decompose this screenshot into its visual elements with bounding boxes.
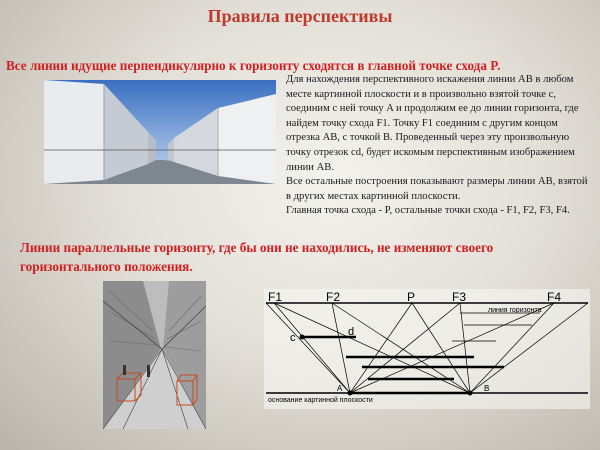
explanation-paragraph-2: Все остальные построения показывают размеры линии AB, взятой в других местах картинной плоскости. xyxy=(286,176,588,202)
label-F4: F4 xyxy=(547,290,562,304)
label-P: P xyxy=(407,290,416,304)
rule-horizontal-lines: Линии параллельные горизонту, где бы они не находились, не изменяют своего горизонтального положения. xyxy=(20,240,494,274)
label-A: A xyxy=(337,384,343,393)
label-F2: F2 xyxy=(326,290,341,304)
explanation-paragraph-3: Главная точка схода - P, остальные точки схода - F1, F2, F3, F4. xyxy=(286,205,570,217)
slide-title: Правила перспективы xyxy=(207,6,393,26)
label-F1: F1 xyxy=(268,290,283,304)
rule-vanishing-point: Все линии идущие перпендикулярно к горизонту сходятся в главной точке схода P. xyxy=(6,58,501,73)
explanation-paragraph-1: Для нахождения перспективного искажения линии AB в любом месте картинной плоскости и в произвольно взятой точке с, соединим с ней точку A и продолжим ее до линии горизонта, где найдем точку схода F1. Точку F1 соединим с другим концом отрезка AB, с точкой B. Проведенный через эту произвольную точку отрезок cd, будет искомым перспективным изображением линии AB. xyxy=(286,74,579,173)
vanishing-points-diagram xyxy=(264,289,590,409)
horizon-label: линия горизонта xyxy=(488,307,542,314)
label-d: d xyxy=(348,326,355,338)
explanation-text xyxy=(286,73,592,219)
label-c: c xyxy=(290,332,296,344)
label-F3: F3 xyxy=(452,290,467,304)
street-perspective-image xyxy=(103,281,206,429)
base-label: основание картинной плоскости xyxy=(268,397,373,404)
label-B: B xyxy=(484,384,490,393)
corridor-perspective-image xyxy=(44,80,276,184)
